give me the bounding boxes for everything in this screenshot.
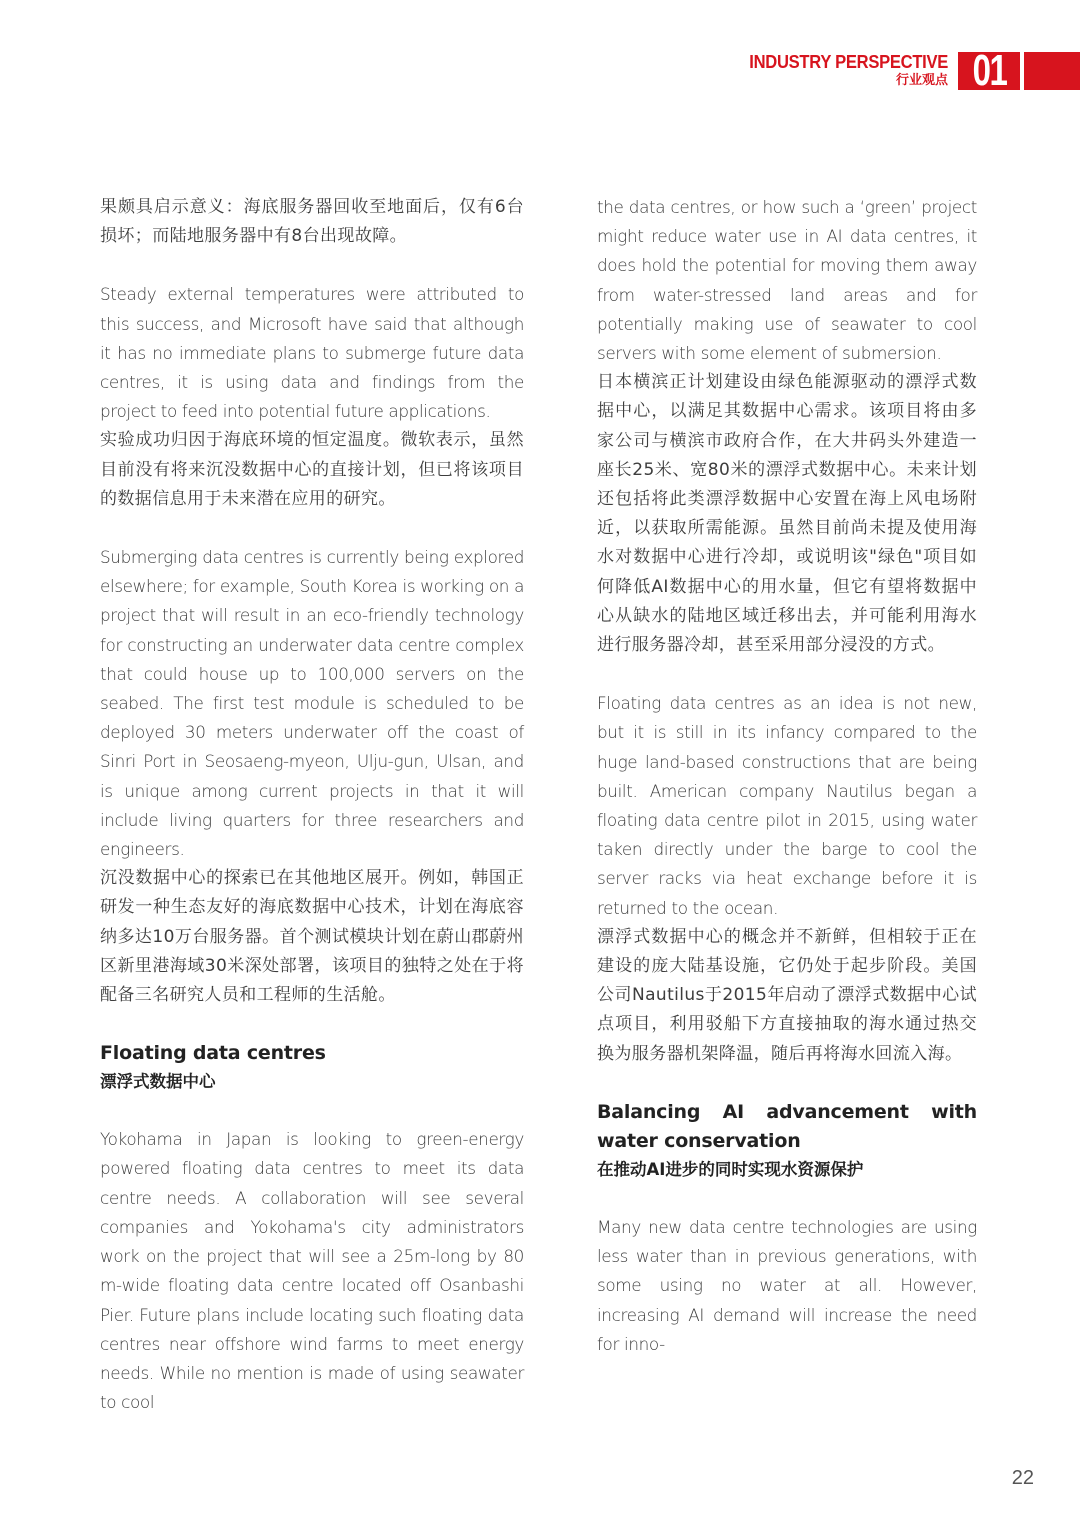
section-title-cn: 行业观点	[895, 73, 948, 88]
section-number	[958, 52, 1020, 90]
paragraph-en: Yokohama in Japan is looking to green-energy powered floating data centres to meet its data centre needs. A collaboration will see several companies and Yokohama's city administrators work on the project that will see a 25m-long by 80 m-wide floating data centre located off Osanbashi Pier. Future plans include locating such floating data centres near offshore wind farms to meet energy needs. While no mention is made of using seawater to cool	[100, 1129, 524, 1413]
paragraph-en: the data centres, or how such a ‘green’ project might reduce water use in AI data centres, it does hold the potential for moving them away from water-stressed land areas and for potentially making use of seawater to cool servers with some element of submersion.	[597, 197, 977, 364]
heading-floating-data-centres-cn: 漂浮式数据中心	[100, 1072, 216, 1092]
section-number-text: 01	[972, 52, 1006, 90]
paragraph-cn: 日本横滨正计划建设由绿色能源驱动的漂浮式数据中心，以满足其数据中心需求。该项目将由多家公司与横滨市政府合作，在大井码头外建造一座长25米、宽80米的漂浮式数据中心。未来计划还包括将此类漂浮数据中心安置在海上风电场附近，以获取所需能源。虽然目前尚未提及使用海水对数据中心进行冷却，或说明该"绿色"项目如何降低AI数据中心的用水量，但它有望将数据中心从缺水的陆地区域迁移出去，并可能利用海水进行服务器冷却，甚至采用部分浸没的方式。	[597, 372, 977, 656]
paragraph-en: Many new data centre technologies are using less water than in previous generations, with some using no water at all. However, increasing AI demand will increase the need for inno-	[597, 1216, 977, 1354]
section-title-en: INDUSTRY PERSPECTIVE	[749, 52, 948, 72]
heading-balancing-ai: Balancing AI advancement with water conservation	[597, 1100, 977, 1152]
heading-floating-data-centres: Floating data centres	[100, 1042, 326, 1065]
paragraph-en: Steady external temperatures were attributed to this success, and Microsoft have said that although it has no immediate plans to submerge future data centres, it is using data and findings from the project to feed into potential future applications.	[100, 284, 524, 422]
section-title	[732, 52, 948, 89]
section-header	[732, 52, 1080, 92]
paragraph-en: Submerging data centres is currently being explored elsewhere; for example, South Korea is working on a project that will result in an eco-friendly technology for constructing an underwater data centre complex that could house up to 100,000 servers on the seabed. The first test module is scheduled to be deployed 30 meters underwater off the coast of Sinri Port in Seosaeng-myeon, Ulju-gun, Ulsan, and is unique among current projects in that it will include living quarters for three researchers and engineers.	[100, 547, 524, 860]
badge-bar	[1024, 52, 1080, 90]
paragraph-cn: 漂浮式数据中心的概念并不新鲜，但相较于正在建设的庞大陆基设施，它仍处于起步阶段。美国公司Nautilus于2015年启动了漂浮式数据中心试点项目，利用驳船下方直接抽取的海水通过热交换为服务器机架降温，随后再将海水回流入海。	[597, 926, 977, 1064]
heading-balancing-ai-cn: 在推动AI进步的同时实现水资源保护	[597, 1159, 864, 1179]
paragraph-cn: 实验成功归因于海底环境的恒定温度。微软表示，虽然目前没有将来沉没数据中心的直接计划，但已将该项目的数据信息用于未来潜在应用的研究。	[100, 430, 524, 509]
right-column	[597, 193, 977, 1359]
left-column	[100, 193, 524, 1417]
section-badge	[958, 52, 1080, 90]
paragraph-cn: 果颇具启示意义：海底服务器回收至地面后，仅有6台损坏；而陆地服务器中有8台出现故障。	[100, 197, 524, 247]
page-number: 22	[1011, 1467, 1034, 1489]
paragraph-cn: 沉没数据中心的探索已在其他地区展开。例如，韩国正研发一种生态友好的海底数据中心技术，计划在海底容纳多达10万台服务器。首个测试模块计划在蔚山郡蔚州区新里港海域30米深处部署，该项目的独特之处在于将配备三名研究人员和工程师的生活舱。	[100, 868, 524, 1006]
paragraph-en: Floating data centres as an idea is not new, but it is still in its infancy compared to the huge land-based constructions that are being built. American company Nautilus began a floating data centre pilot in 2015, using water taken directly under the barge to cool the server racks via heat exchange before it is returned to the ocean.	[597, 693, 977, 918]
